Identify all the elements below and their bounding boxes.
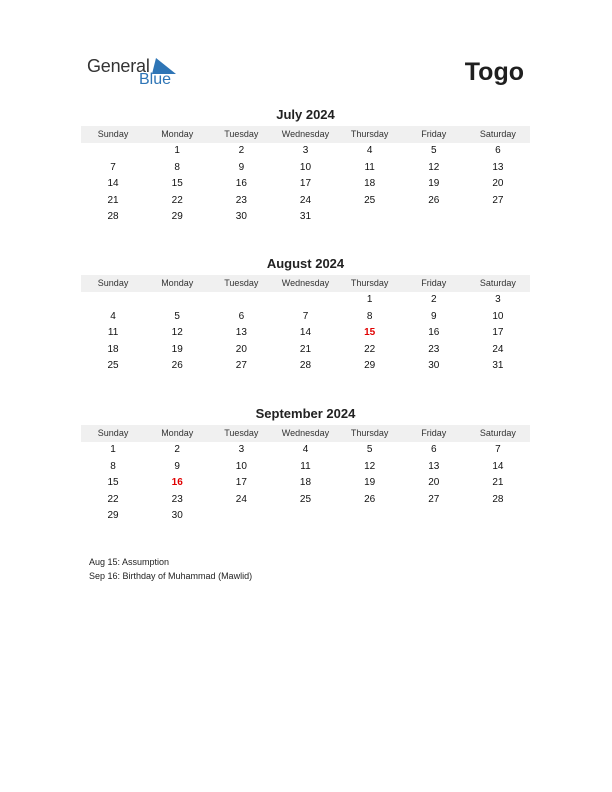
day-cell: 6 bbox=[430, 444, 437, 455]
day-cell: 6 bbox=[238, 310, 245, 322]
day-cell: 5 bbox=[174, 310, 180, 322]
day-cell: 3 bbox=[238, 444, 245, 455]
weekday-label: Friday bbox=[421, 428, 447, 438]
country-title: Togo bbox=[464, 58, 524, 86]
day-cell: 26 bbox=[428, 194, 440, 206]
day-cell: 23 bbox=[171, 493, 183, 505]
day-cell: 10 bbox=[235, 460, 247, 472]
day-cell: 1 bbox=[366, 294, 373, 305]
day-cell: 29 bbox=[364, 360, 376, 372]
day-cell: 8 bbox=[110, 460, 116, 472]
weekday-label: Friday bbox=[421, 278, 447, 288]
holiday-day-cell: 16 bbox=[171, 477, 183, 489]
weekday-label: Tuesday bbox=[224, 428, 259, 438]
day-cell: 25 bbox=[299, 493, 312, 505]
weekday-label: Thursday bbox=[350, 428, 389, 438]
empty-day-cell bbox=[145, 292, 209, 309]
weekday-label: Monday bbox=[161, 428, 194, 438]
weekday-label: Monday bbox=[161, 129, 194, 139]
day-cell: 18 bbox=[299, 477, 312, 489]
day-cell: 19 bbox=[364, 477, 376, 489]
day-cell: 19 bbox=[428, 178, 440, 190]
weekday-header bbox=[81, 425, 530, 442]
month-calendar bbox=[81, 255, 530, 375]
day-cell: 20 bbox=[428, 477, 440, 489]
day-cell: 7 bbox=[110, 161, 116, 173]
day-cell: 25 bbox=[364, 194, 376, 206]
day-cell: 22 bbox=[364, 343, 376, 355]
day-cell: 2 bbox=[238, 145, 245, 156]
day-cell: 30 bbox=[428, 360, 440, 372]
day-cell: 5 bbox=[366, 444, 373, 455]
day-cell: 4 bbox=[110, 310, 116, 322]
empty-day-cell bbox=[81, 292, 145, 309]
day-cell: 5 bbox=[430, 145, 437, 156]
weekday-label: Friday bbox=[421, 129, 447, 139]
weekday-label: Sunday bbox=[97, 278, 129, 288]
weekday-label: Sunday bbox=[97, 428, 129, 438]
weekday-label: Wednesday bbox=[281, 129, 330, 139]
day-cell: 9 bbox=[430, 310, 437, 322]
day-cell: 30 bbox=[235, 211, 247, 223]
day-cell: 11 bbox=[364, 161, 375, 173]
day-cell: 15 bbox=[107, 477, 119, 489]
day-cell: 12 bbox=[364, 460, 376, 472]
day-cell: 10 bbox=[299, 161, 312, 173]
day-cell: 2 bbox=[430, 294, 437, 305]
holiday-note: Sep 16: Birthday of Muhammad (Mawlid) bbox=[89, 571, 253, 581]
day-cell: 11 bbox=[300, 460, 311, 472]
day-cell: 21 bbox=[492, 477, 504, 489]
logo bbox=[87, 56, 187, 96]
day-cell: 14 bbox=[107, 178, 119, 190]
day-cell: 20 bbox=[235, 343, 247, 355]
day-cell: 24 bbox=[492, 343, 504, 355]
day-cell: 29 bbox=[171, 211, 183, 223]
logo-general-text: General bbox=[87, 56, 150, 76]
day-cell: 14 bbox=[299, 327, 312, 339]
day-cell: 31 bbox=[492, 360, 504, 372]
empty-day-cell bbox=[81, 143, 145, 160]
day-cell: 31 bbox=[299, 211, 312, 223]
day-cell: 22 bbox=[171, 194, 183, 206]
weekday-header bbox=[81, 275, 530, 292]
day-cell: 10 bbox=[492, 310, 504, 322]
day-cell: 4 bbox=[366, 145, 373, 156]
day-cell: 23 bbox=[428, 343, 440, 355]
holiday-note: Aug 15: Assumption bbox=[89, 557, 170, 567]
day-cell: 6 bbox=[495, 145, 501, 156]
day-cell: 24 bbox=[235, 493, 247, 505]
day-cell: 2 bbox=[174, 444, 180, 455]
weekday-label: Monday bbox=[161, 278, 194, 288]
day-cell: 3 bbox=[302, 145, 309, 156]
day-cell: 26 bbox=[364, 493, 376, 505]
day-cell: 24 bbox=[299, 194, 312, 206]
weekday-label: Wednesday bbox=[281, 278, 330, 288]
month-title: August 2024 bbox=[266, 256, 345, 271]
empty-day-cell bbox=[273, 292, 337, 309]
day-cell: 11 bbox=[107, 327, 119, 339]
day-cell: 26 bbox=[171, 360, 183, 372]
day-cell: 23 bbox=[235, 194, 247, 206]
day-cell: 13 bbox=[492, 161, 504, 173]
day-cell: 4 bbox=[302, 444, 309, 455]
day-cell: 14 bbox=[492, 460, 504, 472]
day-cell: 17 bbox=[235, 477, 247, 489]
weekday-label: Wednesday bbox=[281, 428, 330, 438]
logo-blue-text: Blue bbox=[139, 71, 172, 88]
day-cell: 21 bbox=[107, 194, 119, 206]
day-cell: 27 bbox=[235, 360, 247, 372]
month-calendar bbox=[81, 106, 530, 226]
weekday-label: Saturday bbox=[479, 129, 516, 139]
holiday-notes bbox=[89, 555, 252, 583]
weekday-label: Thursday bbox=[350, 129, 389, 139]
weekday-label: Tuesday bbox=[224, 278, 259, 288]
day-cell: 28 bbox=[107, 211, 119, 223]
day-cell: 30 bbox=[171, 510, 183, 522]
weekday-header bbox=[81, 126, 530, 143]
day-cell: 9 bbox=[238, 161, 245, 173]
day-cell: 13 bbox=[235, 327, 247, 339]
day-cell: 7 bbox=[495, 444, 501, 455]
weekday-label: Tuesday bbox=[224, 129, 259, 139]
month-title: September 2024 bbox=[255, 406, 356, 421]
day-cell: 17 bbox=[299, 178, 312, 190]
day-cell: 3 bbox=[495, 294, 501, 305]
days-grid bbox=[81, 292, 530, 375]
weekday-label: Saturday bbox=[479, 278, 516, 288]
weekday-label: Sunday bbox=[97, 129, 129, 139]
day-cell: 19 bbox=[171, 343, 183, 355]
day-cell: 27 bbox=[428, 493, 440, 505]
day-cell: 8 bbox=[174, 161, 180, 173]
day-cell: 15 bbox=[171, 178, 183, 190]
day-cell: 16 bbox=[235, 178, 247, 190]
day-cell: 25 bbox=[107, 360, 119, 372]
month-title: July 2024 bbox=[276, 107, 335, 122]
day-cell: 18 bbox=[107, 343, 119, 355]
day-cell: 28 bbox=[299, 360, 312, 372]
day-cell: 1 bbox=[174, 145, 180, 156]
weekday-label: Saturday bbox=[479, 428, 516, 438]
month-calendar bbox=[81, 405, 530, 525]
days-grid bbox=[81, 442, 530, 525]
day-cell: 22 bbox=[107, 493, 119, 505]
days-grid bbox=[81, 143, 530, 226]
empty-day-cell bbox=[209, 292, 273, 309]
day-cell: 21 bbox=[299, 343, 312, 355]
day-cell: 9 bbox=[174, 460, 180, 472]
holiday-day-cell: 15 bbox=[364, 327, 376, 339]
day-cell: 1 bbox=[110, 444, 116, 455]
day-cell: 8 bbox=[366, 310, 373, 322]
day-cell: 12 bbox=[428, 161, 440, 173]
day-cell: 28 bbox=[492, 493, 504, 505]
day-cell: 13 bbox=[428, 460, 440, 472]
day-cell: 20 bbox=[492, 178, 504, 190]
day-cell: 16 bbox=[428, 327, 440, 339]
day-cell: 27 bbox=[492, 194, 504, 206]
day-cell: 17 bbox=[492, 327, 504, 339]
day-cell: 29 bbox=[107, 510, 119, 522]
day-cell: 12 bbox=[171, 327, 183, 339]
weekday-label: Thursday bbox=[350, 278, 389, 288]
day-cell: 7 bbox=[302, 310, 309, 322]
day-cell: 18 bbox=[364, 178, 376, 190]
